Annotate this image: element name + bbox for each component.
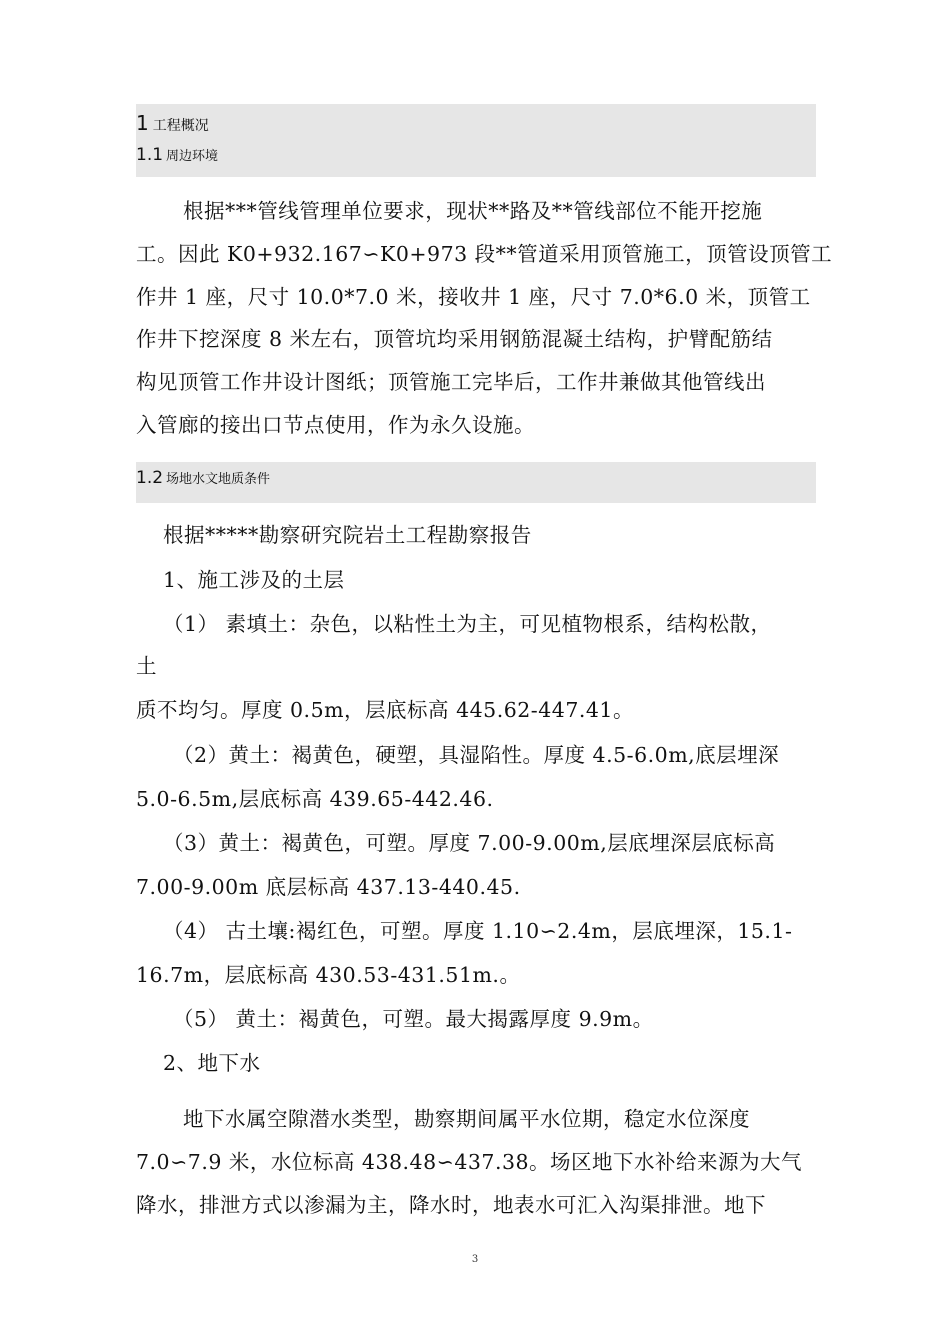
body-line: 7.00-9.00m 底层标高 437.13-440.45. [136, 875, 521, 899]
body-line: 根据*****勘察研究院岩土工程勘察报告 [163, 523, 532, 547]
paragraph-line: 作井下挖深度 8 米左右，顶管坑均采用钢筋混凝土结构，护臂配筋结 [136, 327, 773, 351]
body-line: 降水，排泄方式以渗漏为主，降水时，地表水可汇入沟渠排泄。地下 [136, 1193, 766, 1217]
section-number: 1 [136, 111, 149, 135]
body-line: 1、施工涉及的土层 [163, 568, 345, 592]
paragraph-line: 作井 1 座，尺寸 10.0*7.0 米，接收井 1 座，尺寸 7.0*6.0 米，顶管工 [136, 285, 811, 309]
paragraph-line: 根据***管线管理单位要求，现状**路及**管线部位不能开挖施 [183, 199, 763, 223]
body-line: 16.7m，层底标高 430.53-431.51m.。 [136, 963, 521, 987]
page-number: 3 [471, 1254, 479, 1265]
body-line: （1） 素填土：杂色，以粘性土为主，可见植物根系，结构松散， [163, 612, 772, 636]
body-line: 地下水属空隙潜水类型，勘察期间属平水位期，稳定水位深度 [183, 1107, 750, 1131]
paragraph-line: 工。因此 K0+932.167∽K0+973 段**管道采用顶管施工，顶管设顶管工 [136, 242, 833, 266]
section-title: 工程概况 [152, 118, 209, 134]
body-line: （2）黄土：褐黄色，硬塑，具湿陷性。厚度 4.5-6.0m,底层埋深 [173, 743, 780, 767]
body-line: 土 [136, 654, 157, 678]
body-line: （4） 古土壤:褐红色，可塑。厚度 1.10∽2.4m，层底埋深，15.1- [163, 919, 793, 943]
body-line: 质不均匀。厚度 0.5m，层底标高 445.62-447.41。 [136, 698, 634, 722]
body-line: （3）黄土：褐黄色，可塑。厚度 7.00-9.00m,层底埋深层底标高 [163, 831, 776, 855]
subsection-heading-1-1 [136, 145, 218, 165]
body-line: 2、地下水 [163, 1051, 261, 1075]
section-heading-1 [136, 111, 209, 135]
body-line: 5.0-6.5m,层底标高 439.65-442.46. [136, 787, 494, 811]
subsection-title: 场地水文地质条件 [166, 472, 271, 487]
paragraph-line: 构见顶管工作井设计图纸；顶管施工完毕后，工作井兼做其他管线出 [136, 370, 766, 394]
body-line: （5） 黄土：褐黄色，可塑。最大揭露厚度 9.9m。 [173, 1007, 654, 1031]
subsection-title: 周边环境 [166, 149, 219, 164]
subsection-heading-1-2 [136, 468, 270, 488]
subsection-number: 1.1 [136, 145, 164, 165]
body-line: 7.0∽7.9 米，水位标高 438.48∽437.38。场区地下水补给来源为大气 [136, 1150, 803, 1174]
subsection-number: 1.2 [136, 468, 164, 488]
paragraph-line: 入管廊的接出口节点使用，作为永久设施。 [136, 413, 535, 437]
section-header-bg-1 [136, 104, 816, 177]
